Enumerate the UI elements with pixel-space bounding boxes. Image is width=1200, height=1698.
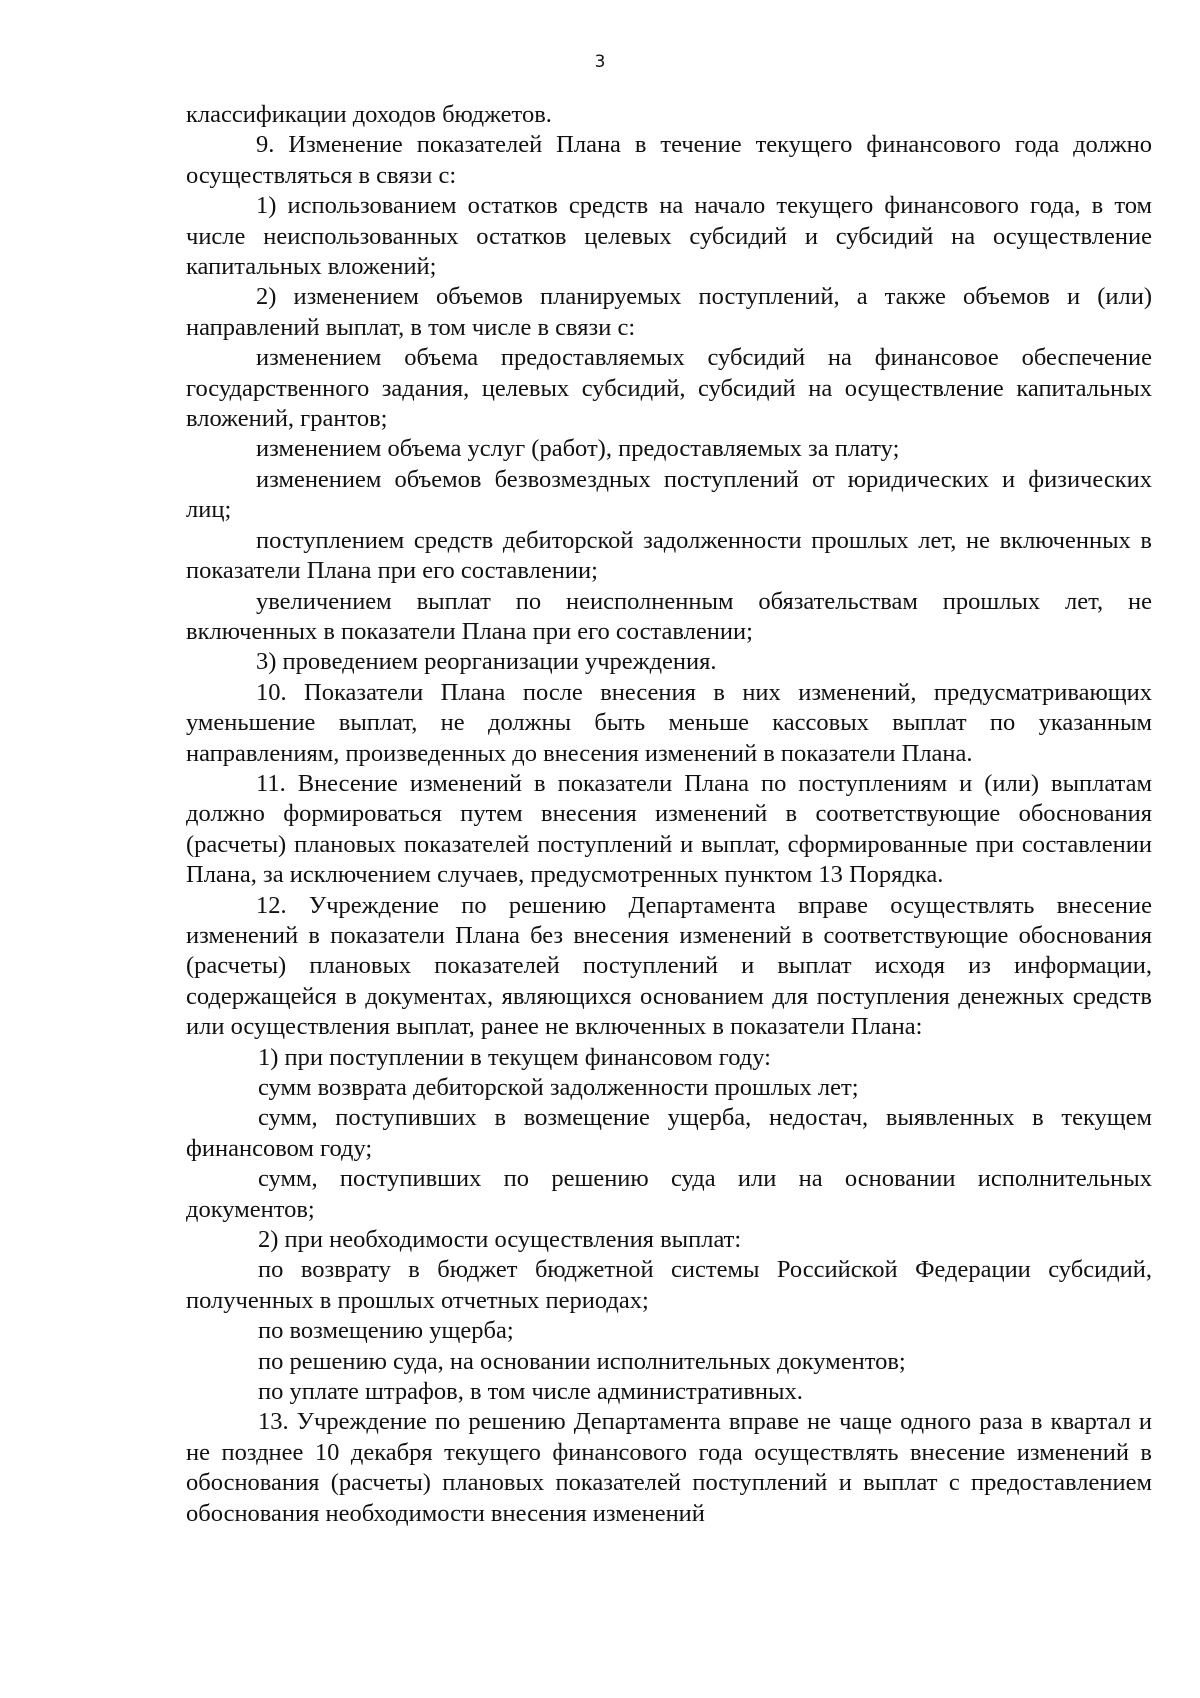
paragraph-clause: изменением объемов безвозмездных поступлений от юридических и физических лиц; <box>186 465 1152 524</box>
paragraph-clause: по возврату в бюджет бюджетной системы Российской Федерации субсидий, полученных в прошлых отчетных периодах; <box>186 1256 1152 1314</box>
paragraph-subitem-9-1: 1) использованием остатков средств на начало текущего финансового года, в том числе неиспользованных остатков целевых субсидий и субсидий на осуществление капитальных вложений; <box>186 192 1152 281</box>
paragraph-clause: сумм возврата дебиторской задолженности прошлых лет; <box>258 1074 859 1101</box>
paragraph-item-12: 12. Учреждение по решению Департамента вправе осуществлять внесение изменений в показатели Плана без внесения изменений в соответствующие обоснования (расчеты) плановых показателей поступлений и выплат исходя из информации, содержащейся в документах, являющихся основанием для поступления денежных средств или осуществления выплат, ранее не включенных в показатели Плана: <box>186 891 1152 1041</box>
paragraph-clause: сумм, поступивших в возмещение ущерба, недостач, выявленных в текущем финансовом году; <box>186 1104 1152 1162</box>
paragraph-item-13: 13. Учреждение по решению Департамента вправе не чаще одного раза в квартал и не позднее 10 декабря текущего финансового года осуществлять внесение изменений в обоснования (расчеты) плановых показателей поступлений и выплат с предоставлением обоснования необходимости внесения изменений <box>186 1408 1152 1527</box>
paragraph-subitem-9-2: 2) изменением объемов планируемых поступлений, а также объемов и (или) направлений выплат, в том числе в связи с: <box>186 283 1152 341</box>
paragraph-clause: поступлением средств дебиторской задолженности прошлых лет, не включенных в показатели Плана при его составлении; <box>186 526 1152 585</box>
paragraph-clause: сумм, поступивших по решению суда или на основании исполнительных документов; <box>186 1165 1152 1223</box>
paragraph-clause: по уплате штрафов, в том числе административных. <box>258 1378 803 1406</box>
paragraph-subitem-12-1: 1) при поступлении в текущем финансовом году: <box>258 1043 771 1071</box>
paragraph-subitem-9-3: 3) проведением реорганизации учреждения. <box>256 648 717 676</box>
paragraph-item-10: 10. Показатели Плана после внесения в них изменений, предусматривающих уменьшение выплат, не должны быть меньше кассовых выплат по указанным направлениям, произведенных до внесения изменений в показатели Плана. <box>186 678 1152 767</box>
paragraph-clause: по решению суда, на основании исполнительных документов; <box>258 1347 906 1375</box>
document-body <box>186 100 1152 1529</box>
paragraph-continuation: классификации доходов бюджетов. <box>186 101 552 128</box>
paragraph-clause: увеличением выплат по неисполненным обязательствам прошлых лет, не включенных в показатели Плана при его составлении; <box>186 587 1152 645</box>
paragraph-subitem-12-2: 2) при необходимости осуществления выплат: <box>258 1226 742 1254</box>
paragraph-clause: по возмещению ущерба; <box>258 1317 514 1345</box>
page-number: 3 <box>594 52 606 72</box>
paragraph-clause: изменением объема услуг (работ), предоставляемых за плату; <box>256 435 900 463</box>
paragraph-item-9: 9. Изменение показателей Плана в течение текущего финансового года должно осуществляться в связи с: <box>186 131 1152 189</box>
paragraph-item-11: 11. Внесение изменений в показатели Плана по поступлениям и (или) выплатам должно формироваться путем внесения изменений в соответствующие обоснования (расчеты) плановых показателей поступлений и выплат, сформированные при составлении Плана, за исключением случаев, предусмотренных пунктом 13 Порядка. <box>186 769 1152 889</box>
paragraph-clause: изменением объема предоставляемых субсидий на финансовое обеспечение государственного задания, целевых субсидий, субсидий на осуществление капитальных вложений, грантов; <box>186 344 1152 433</box>
